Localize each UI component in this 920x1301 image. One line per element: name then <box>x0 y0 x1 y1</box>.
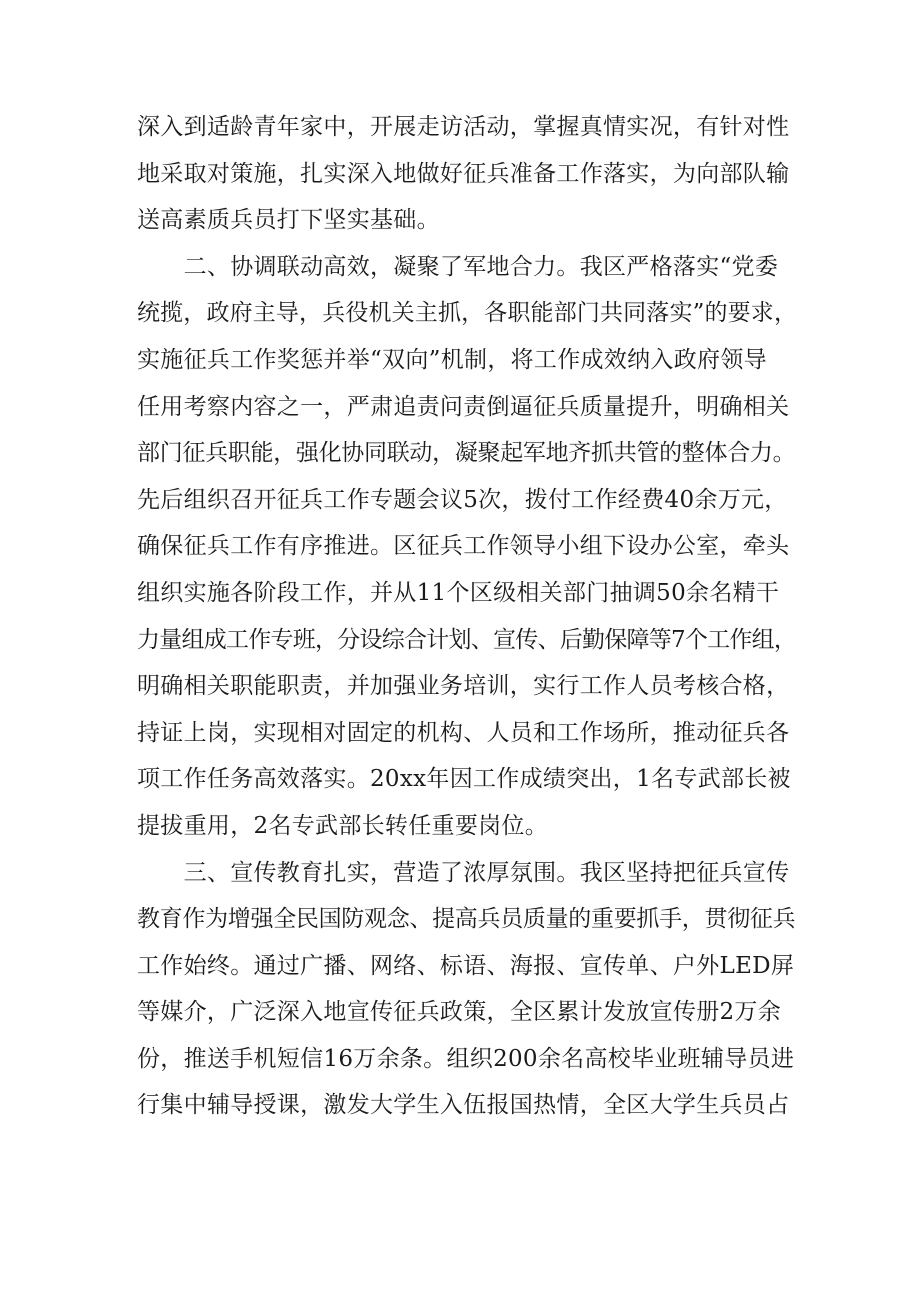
text-line: 份，推送手机短信16万余条。组织200余名高校毕业班辅导员进 <box>137 1045 795 1072</box>
text-line: 行集中辅导授课，激发大学生入伍报国热情，全区大学生兵员占 <box>137 1092 790 1119</box>
text-line: 明确相关职能职责，并加强业务培训，实行工作人员考核合格， <box>137 673 790 700</box>
section-heading-line: 二、协调联动高效，凝聚了军地合力。我区严格落实“党委 <box>137 253 779 280</box>
text-line: 实施征兵工作奖惩并举“双向”机制，将工作成效纳入政府领导 <box>137 346 767 373</box>
text-line: 深入到适龄青年家中，开展走访活动，掌握真情实况，有针对性 <box>137 114 790 140</box>
text-line: 任用考察内容之一，严肃追责问责倒逼征兵质量提升，明确相关 <box>137 393 790 420</box>
text-line: 力量组成工作专班，分设综合计划、宣传、后勤保障等7个工作组， <box>137 626 797 653</box>
section-heading-line: 三、宣传教育扎实，营造了浓厚氛围。我区坚持把征兵宣传 <box>137 859 790 886</box>
text-line: 提拔重用，2名专武部长转任重要岗位。 <box>137 812 549 839</box>
body-text <box>137 104 797 1129</box>
text-line: 教育作为增强全民国防观念、提高兵员质量的重要抓手，贯彻征兵 <box>137 906 796 933</box>
text-line: 持证上岗，实现相对固定的机构、人员和工作场所，推动征兵各 <box>137 719 790 746</box>
text-line: 等媒介，广泛深入地宣传征兵政策，全区累计发放宣传册2万余 <box>137 999 782 1026</box>
text-line: 地采取对策施，扎实深入地做好征兵准备工作落实，为向部队输 <box>137 160 790 187</box>
text-line: 统揽，政府主导，兵役机关主抓，各职能部门共同落实”的要求， <box>137 300 798 327</box>
text-line: 部门征兵职能，强化协同联动，凝聚起军地齐抓共管的整体合力。 <box>137 440 796 467</box>
text-line: 先后组织召开征兵工作专题会议5次，拨付工作经费40余万元， <box>137 486 788 513</box>
text-line: 送高素质兵员打下坚实基础。 <box>137 207 440 234</box>
text-line: 组织实施各阶段工作，并从11个区级相关部门抽调50余名精干 <box>137 579 780 606</box>
text-line: 确保征兵工作有序推进。区征兵工作领导小组下设办公室，牵头 <box>137 533 790 560</box>
text-line: 工作始终。通过广播、网络、标语、海报、宣传单、户外LED屏 <box>137 952 795 979</box>
text-line: 项工作任务高效落实。20xx年因工作成绩突出，1名专武部长被 <box>137 766 791 793</box>
